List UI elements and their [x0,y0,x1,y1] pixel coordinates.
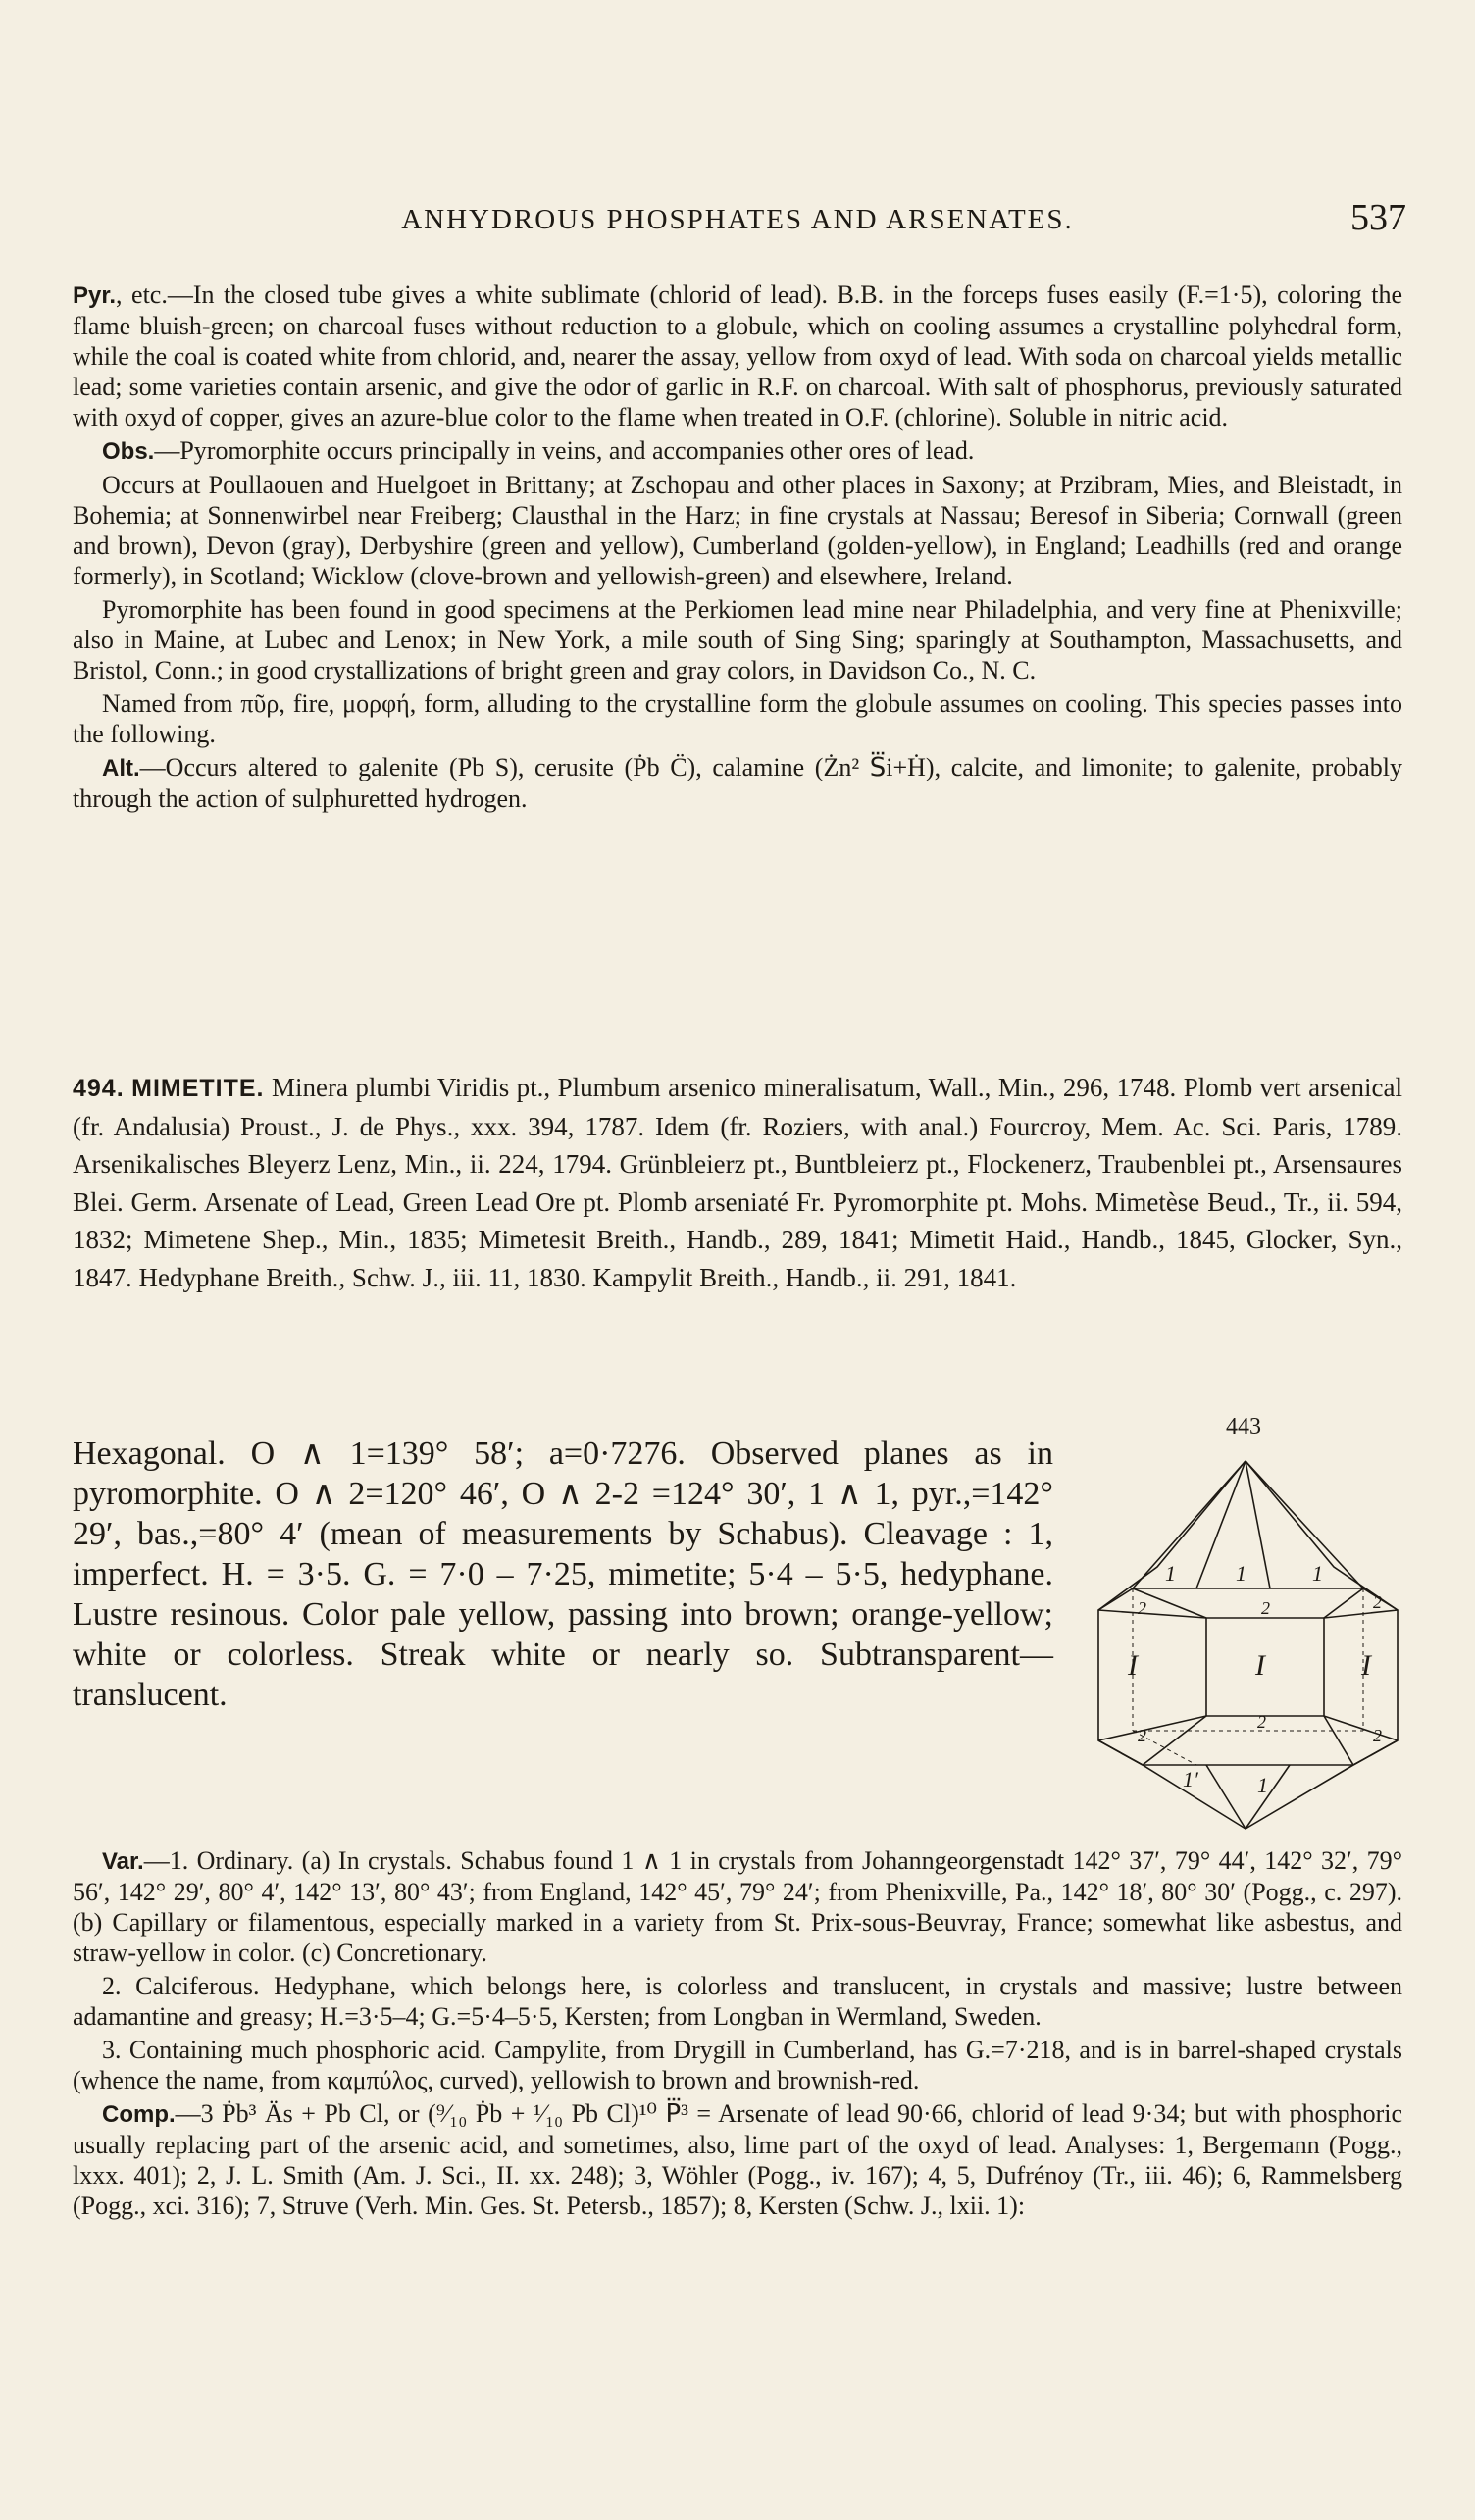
label-face-I-right: I [1361,1649,1371,1682]
label-face-I-center: I [1255,1649,1265,1682]
localities-america-paragraph: Pyromorphite has been found in good specimens at the Perkiomen lead mine near Philadelphia, and very fine at Phenixville; also in Maine, at Lubec and Lenox; in New York, a mile south of Sing Sing; sparingly at Southampton, Massachusetts, and Bristol, Conn.; in good crystallizations of bright green and gray colors, in Davidson Co., N. C. [73,595,1402,684]
crystal-drawing [1089,1441,1402,1834]
figure-number: 443 [1226,1414,1261,1439]
alteration-paragraph: Alt.—Occurs altered to galenite (Pb S), cerusite (Ṗb C̈), calamine (Żn² S⃛i+Ḣ), calcite, and limonite; to galenite, probably through the action of sulphuretted hydrogen. [73,753,1402,813]
etymology-paragraph: Named from πῦρ, fire, μορφή, form, alluding to the crystalline form the globule assumes on cooling. This species passes into the following. [73,689,1402,748]
species-name: MIMETITE. [131,1075,265,1102]
crystallography-block [73,1434,1053,1715]
varieties-paragraph: Var.—1. Ordinary. (a) In crystals. Schabus found 1 ∧ 1 in crystals from Johanngeorgenstadt 142° 37′, 79° 44′, 142° 32′, 79° 56′, 142° 29′, 80° 4′, 142° 13′, 80° 43′; from England, 142° 45′, 79° 24′; from Phenixville, Pa., 142° 18′, 80° 30′ (Pogg., c. 297). (b) Capillary or filamentous, especially marked in a variety from St. Prix-sous-Beuvray, France; somewhat like asbestus, and straw-yellow in color. (c) Concretionary. [73,1846,1402,1967]
label-lower-2c: 2 [1373,1726,1382,1745]
mimetite-synonymy [73,1069,1402,1296]
pyr-paragraph: Pyr., etc.—In the closed tube gives a white sublimate (chlorid of lead). B.B. in the forceps fuses easily (F.=1·5), coloring the flame bluish-green; on charcoal fuses without reduction to a globule, which on cooling assumes a crystalline polyhedral form, while the coal is coated white from chlorid, and, nearer the assay, yellow from oxyd of lead. With soda on charcoal yields metallic lead; some varieties contain arsenic, and give the odor of garlic in R.F. on charcoal. With salt of phosphorus, previously saturated with oxyd of copper, gives an azure-blue color to the flame when treated in O.F. (chlorine). Soluble in nitric acid. [73,280,1402,431]
label-upper-2c: 2 [1373,1592,1382,1612]
varieties-and-composition [73,1845,1402,2224]
calciferous-paragraph: 2. Calciferous. Hedyphane, which belongs here, is colorless and translucent, in crystals and massive; lustre between adamantine and greasy; H.=3·5–4; G.=5·4–5·5, Kersten; from Longban in Wermland, Sweden. [73,1972,1402,2031]
crystallography-paragraph: Hexagonal. O ∧ 1=139° 58′; a=0·7276. Observed planes as in pyromorphite. O ∧ 2=120° 46′, O ∧ 2-2 =124° 30′, 1 ∧ 1, pyr.,=142° 29′, bas.,=80° 4′ (mean of measurements by Schabus). Cleavage : 1, imperfect. H. = 3·5. G. = 7·0 – 7·25, mimetite; 5·4 – 5·5, hedyphane. Lustre resinous. Color pale yellow, passing into brown; orange-yellow; white or colorless. Streak white or nearly so. Subtransparent—translucent. [73,1436,1053,1713]
page-number: 537 [1350,197,1406,238]
localities-europe-paragraph: Occurs at Poullaouen and Huelgoet in Brittany; at Zschopau and other places in Saxony; at Przibram, Mies, and Bleistadt, in Bohemia; at Sonnenwirbel near Freiberg; Clausthal in the Harz; in fine crystals at Nassau; Beresof in Siberia; Cornwall (green and brown), Devon (gray), Derbyshire (green and yellow), Cumberland (golden-yellow), in England; Leadhills (red and orange formerly), in Scotland; Wicklow (clove-brown and yellowish-green) and elsewhere, Ireland. [73,471,1402,590]
synonymy-paragraph: 494. MIMETITE. Minera plumbi Viridis pt., Plumbum arsenico mineralisatum, Wall., Min., 296, 1748. Plomb vert arsenical (fr. Andalusia) Proust., J. de Phys., xxx. 394, 1787. Idem (fr. Roziers, with anal.) Fourcroy, Mem. Ac. Sci. Paris, 1789. Arsenikalisches Bleyerz Lenz, Min., ii. 224, 1794. Grünbleierz pt., Buntbleierz pt., Flockenerz, Traubenblei pt., Arsensaures Blei. Germ. Arsenate of Lead, Green Lead Ore pt. Plomb arseniaté Fr. Pyromorphite pt. Mohs. Mimetèse Beud., Tr., ii. 594, 1832; Mimetene Shep., Min., 1835; Mimetesit Breith., Handb., 289, 1841; Mimetit Haid., Handb., 1845, Glocker, Syn., 1847. Hedyphane Breith., Schw. J., iii. 11, 1830. Kampylit Breith., Handb., ii. 291, 1841. [73,1073,1403,1292]
species-number: 494. [73,1075,125,1102]
running-header [69,196,1406,245]
composition-paragraph: Comp.—3 Ṗb³ Äs + Pb Cl, or (⁹⁄₁₀ Ṗb + ¹⁄₁₀ Pb Cl)¹⁰ P⃛³ = Arsenate of lead 90·66, chlorid of lead 9·34; but with phosphoric usually replacing part of the arsenic acid, and sometimes, also, lime part of the oxyd of lead. Analyses: 1, Bergemann (Pogg., lxxx. 401); 2, J. L. Smith (Am. J. Sci., II. xx. 248); 3, Wöhler (Pogg., iv. 167); 4, 5, Dufrénoy (Tr., iii. 46); 6, Rammelsberg (Pogg., xci. 316); 7, Struve (Verh. Min. Ges. St. Petersb., 1857); 8, Kersten (Schw. J., lxii. 1): [73,2099,1402,2220]
obs-paragraph: Obs.—Pyromorphite occurs principally in veins, and accompanies other ores of lead. [102,436,975,465]
label-upper-2a: 2 [1138,1598,1146,1618]
label-upper-1c: 1 [1312,1561,1323,1586]
running-title: ANHYDROUS PHOSPHATES AND ARSENATES. [401,204,1074,235]
label-face-I-left: I [1128,1649,1138,1682]
pyromorphite-continuation [73,279,1402,817]
label-lower-2b: 2 [1257,1712,1266,1732]
label-lower-1: 1 [1257,1773,1268,1797]
label-upper-1a: 1 [1165,1561,1176,1586]
crystal-figure [1089,1414,1412,1836]
label-lower-2a: 2 [1138,1726,1146,1745]
label-lower-1-prime: 1′ [1183,1767,1198,1791]
phosphoric-paragraph: 3. Containing much phosphoric acid. Campylite, from Drygill in Cumberland, has G.=7·218, and is in barrel-shaped crystals (whence the name, from καμπύλος, curved), yellowish to brown and brownish-red. [73,2036,1402,2094]
label-upper-2b: 2 [1261,1598,1270,1618]
label-upper-1b: 1 [1236,1561,1246,1586]
